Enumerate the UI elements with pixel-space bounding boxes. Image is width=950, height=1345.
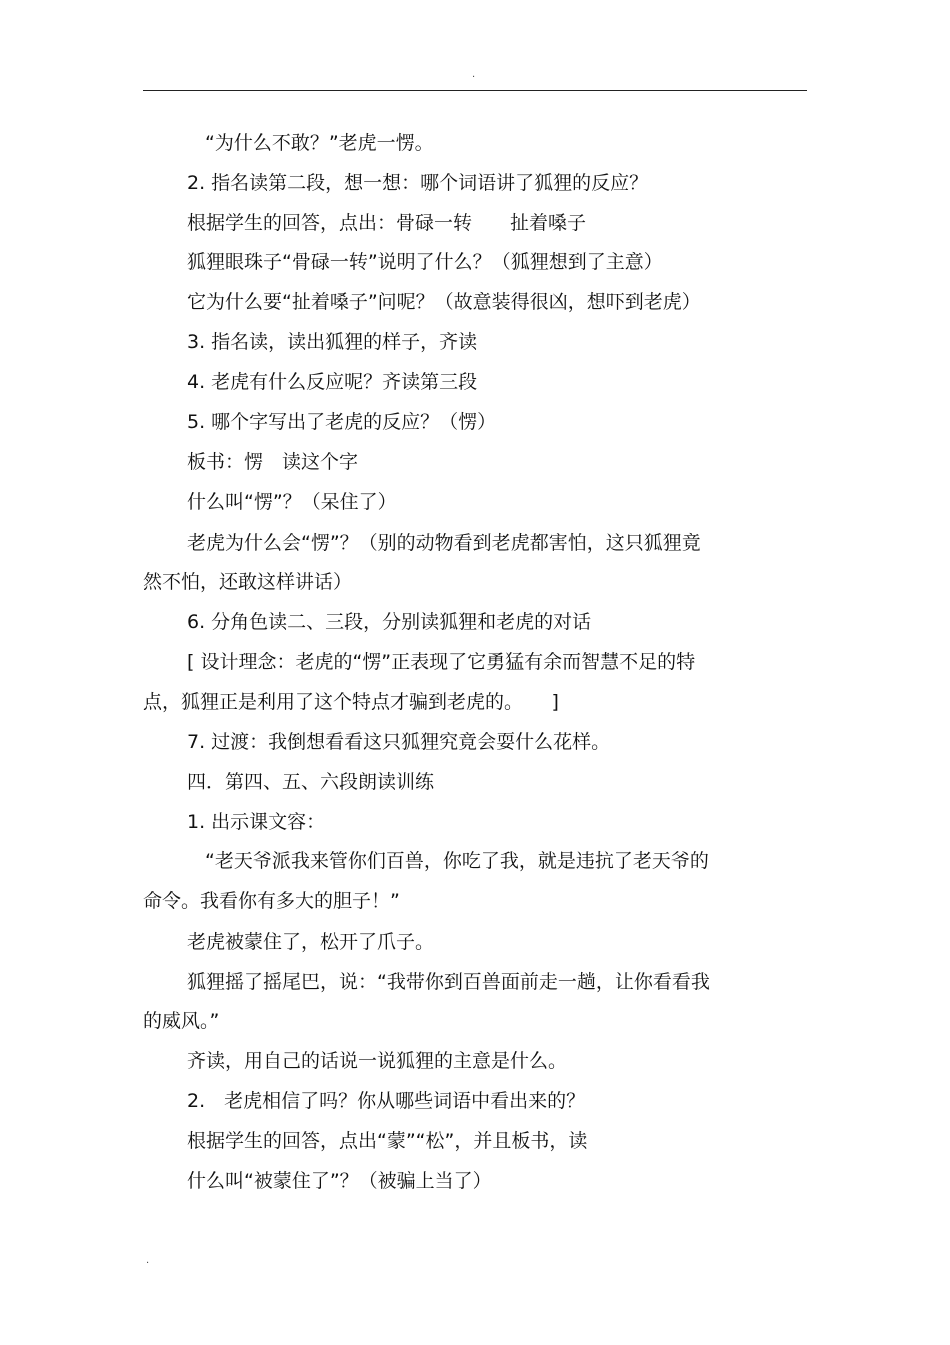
line-text: 4. 老虎有什么反应呢？齐读第三段 <box>187 371 478 393</box>
line-text: 6. 分角色读二、三段，分别读狐狸和老虎的对话 <box>187 611 592 633</box>
line-text: 的威风。” <box>143 1010 220 1032</box>
line-text: 7. 过渡：我倒想看看这只狐狸究竟会耍什么花样。 <box>187 731 611 753</box>
line-text: 什么叫“愣”？（呆住了） <box>187 491 397 513</box>
line-text: 然不怕，还敢这样讲话） <box>143 571 353 593</box>
line-text: 老虎为什么会“愣”？（别的动物看到老虎都害怕，这只狐狸竟 <box>187 532 701 554</box>
line-text: [ 设计理念：老虎的“愣”正表现了它勇猛有余而智慧不足的特 <box>187 651 696 673</box>
line-text: 狐狸摇了摇尾巴，说：“我带你到百兽面前走一趟，让你看看我 <box>187 971 710 993</box>
line-text: 命令。我看你有多大的胆子！” <box>143 890 400 912</box>
line-text: 老虎被蒙住了，松开了爪子。 <box>187 931 435 953</box>
footer-mark: . <box>146 1255 150 1266</box>
line-text: 板书：愣 读这个字 <box>187 451 359 473</box>
line-text: 2. 指名读第二段，想一想：哪个词语讲了狐狸的反应？ <box>187 172 649 194</box>
header-mark: . <box>472 69 476 80</box>
line-text: 它为什么要“扯着嗓子”问呢？（故意装得很凶，想吓到老虎） <box>187 291 701 313</box>
line-text: “为什么不敢？”老虎一愣。 <box>205 132 434 154</box>
line-text: 狐狸眼珠子“骨碌一转”说明了什么？（狐狸想到了主意） <box>187 251 663 273</box>
line-text: “老天爷派我来管你们百兽，你吃了我，就是违抗了老天爷的 <box>205 850 709 872</box>
line-text: 四．第四、五、六段朗读训练 <box>187 771 435 793</box>
line-text: 什么叫“被蒙住了”？（被骗上当了） <box>187 1170 492 1192</box>
line-text: 3. 指名读，读出狐狸的样子，齐读 <box>187 331 478 353</box>
header-rule <box>143 90 807 91</box>
line-text: 1. 出示课文容： <box>187 811 326 833</box>
line-text: 2. 老虎相信了吗？你从哪些词语中看出来的？ <box>187 1090 586 1112</box>
line-text: 点，狐狸正是利用了这个特点才骗到老虎的。 ] <box>143 691 559 713</box>
line-text: 5. 哪个字写出了老虎的反应？（愣） <box>187 411 497 433</box>
line-text: 根据学生的回答，点出“蒙”“松”，并且板书，读 <box>187 1130 588 1152</box>
line-text: 根据学生的回答，点出：骨碌一转 扯着嗓子 <box>187 212 587 234</box>
line-text: 齐读，用自己的话说一说狐狸的主意是什么。 <box>187 1050 568 1072</box>
